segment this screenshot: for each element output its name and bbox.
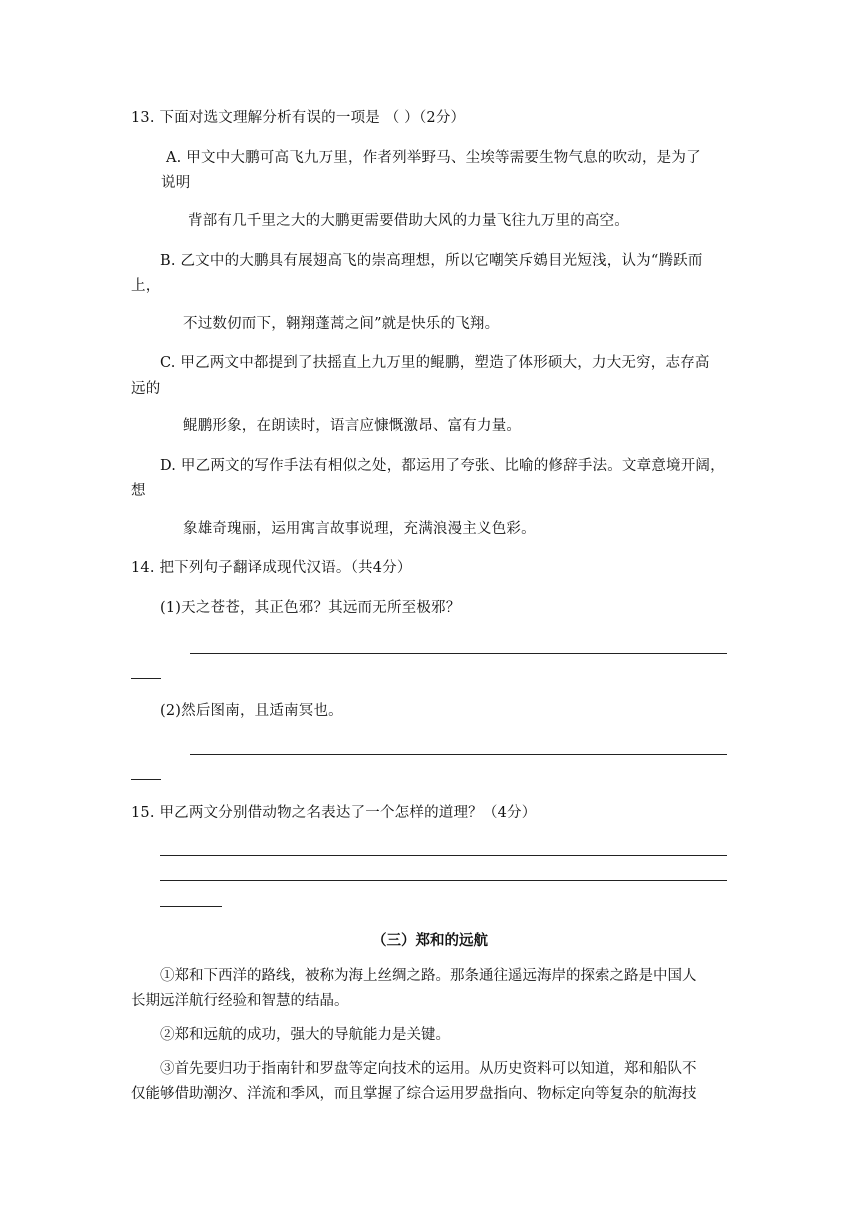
q13-option-d-line3: 象雄奇瑰丽，运用寓言故事说理，充满浪漫主义色彩。: [183, 521, 536, 537]
q14-sentence-2: (2)然后图南，且适南冥也。: [160, 703, 343, 719]
q13-option-b-line2: 上，: [131, 278, 161, 294]
q13-option-c-line2: 远的: [131, 381, 161, 397]
q13-option-a-line1: A. 甲文中大鹏可高飞九万里，作者列举野马、尘埃等需要生物气息的吹动，是为了: [166, 150, 701, 166]
q13-stem: 13. 下面对选文理解分析有误的一项是 （ ）（2分）: [131, 110, 466, 126]
q13-option-c-line3: 鲲鹏形象，在朗读时，语言应慷慨激昂、富有力量。: [183, 418, 522, 434]
answer-line: [160, 880, 727, 881]
answer-line: [131, 678, 161, 679]
section-title: （三）郑和的远航: [372, 932, 488, 949]
q15-stem: 15. 甲乙两文分别借动物之名表达了一个怎样的道理？（4分）: [131, 805, 537, 821]
answer-line: [160, 906, 222, 907]
q13-option-b-line3: 不过数仞而下，翱翔蓬蒿之间”就是快乐的飞翔。: [183, 316, 500, 332]
q13-option-c-line1: C. 甲乙两文中都提到了扶摇直上九万里的鲲鹏，塑造了体形硕大，力大无穷，志存高: [160, 355, 710, 371]
q13-option-d-line2: 想: [131, 483, 146, 499]
paragraph-3-line1: ③首先要归功于指南针和罗盘等定向技术的运用。从历史资料可以知道，郑和船队不: [160, 1061, 697, 1077]
paragraph-1-line2: 长期远洋航行经验和智慧的结晶。: [131, 993, 349, 1009]
q13-option-a-line2: 说明: [161, 175, 191, 191]
paragraph-1-line1: ①郑和下西洋的路线，被称为海上丝绸之路。那条通往遥远海岸的探索之路是中国人: [160, 968, 697, 984]
q13-option-a-line3: 背部有几千里之大的大鹏更需要借助大风的力量飞往九万里的高空。: [188, 213, 629, 229]
paragraph-2: ②郑和远航的成功，强大的导航能力是关键。: [160, 1027, 450, 1043]
answer-line: [190, 754, 727, 755]
q13-option-d-line1: D. 甲乙两文的写作手法有相似之处，都运用了夸张、比喻的修辞手法。文章意境开阔，: [160, 458, 725, 474]
paragraph-3-line2: 仅能够借助潮汐、洋流和季风，而且掌握了综合运用罗盘指向、物标定向等复杂的航海技: [131, 1086, 697, 1102]
answer-line: [160, 855, 727, 856]
q14-stem: 14. 把下列句子翻译成现代汉语。（共4分）: [131, 560, 412, 576]
q13-option-b-line1: B. 乙文中的大鹏具有展翅高飞的崇高理想，所以它嘲笑斥鴳目光短浅，认为“腾跃而: [160, 253, 703, 269]
q14-sentence-1: (1)天之苍苍，其正色邪？其远而无所至极邪？: [160, 600, 461, 616]
answer-line: [190, 653, 727, 654]
answer-line: [131, 779, 161, 780]
